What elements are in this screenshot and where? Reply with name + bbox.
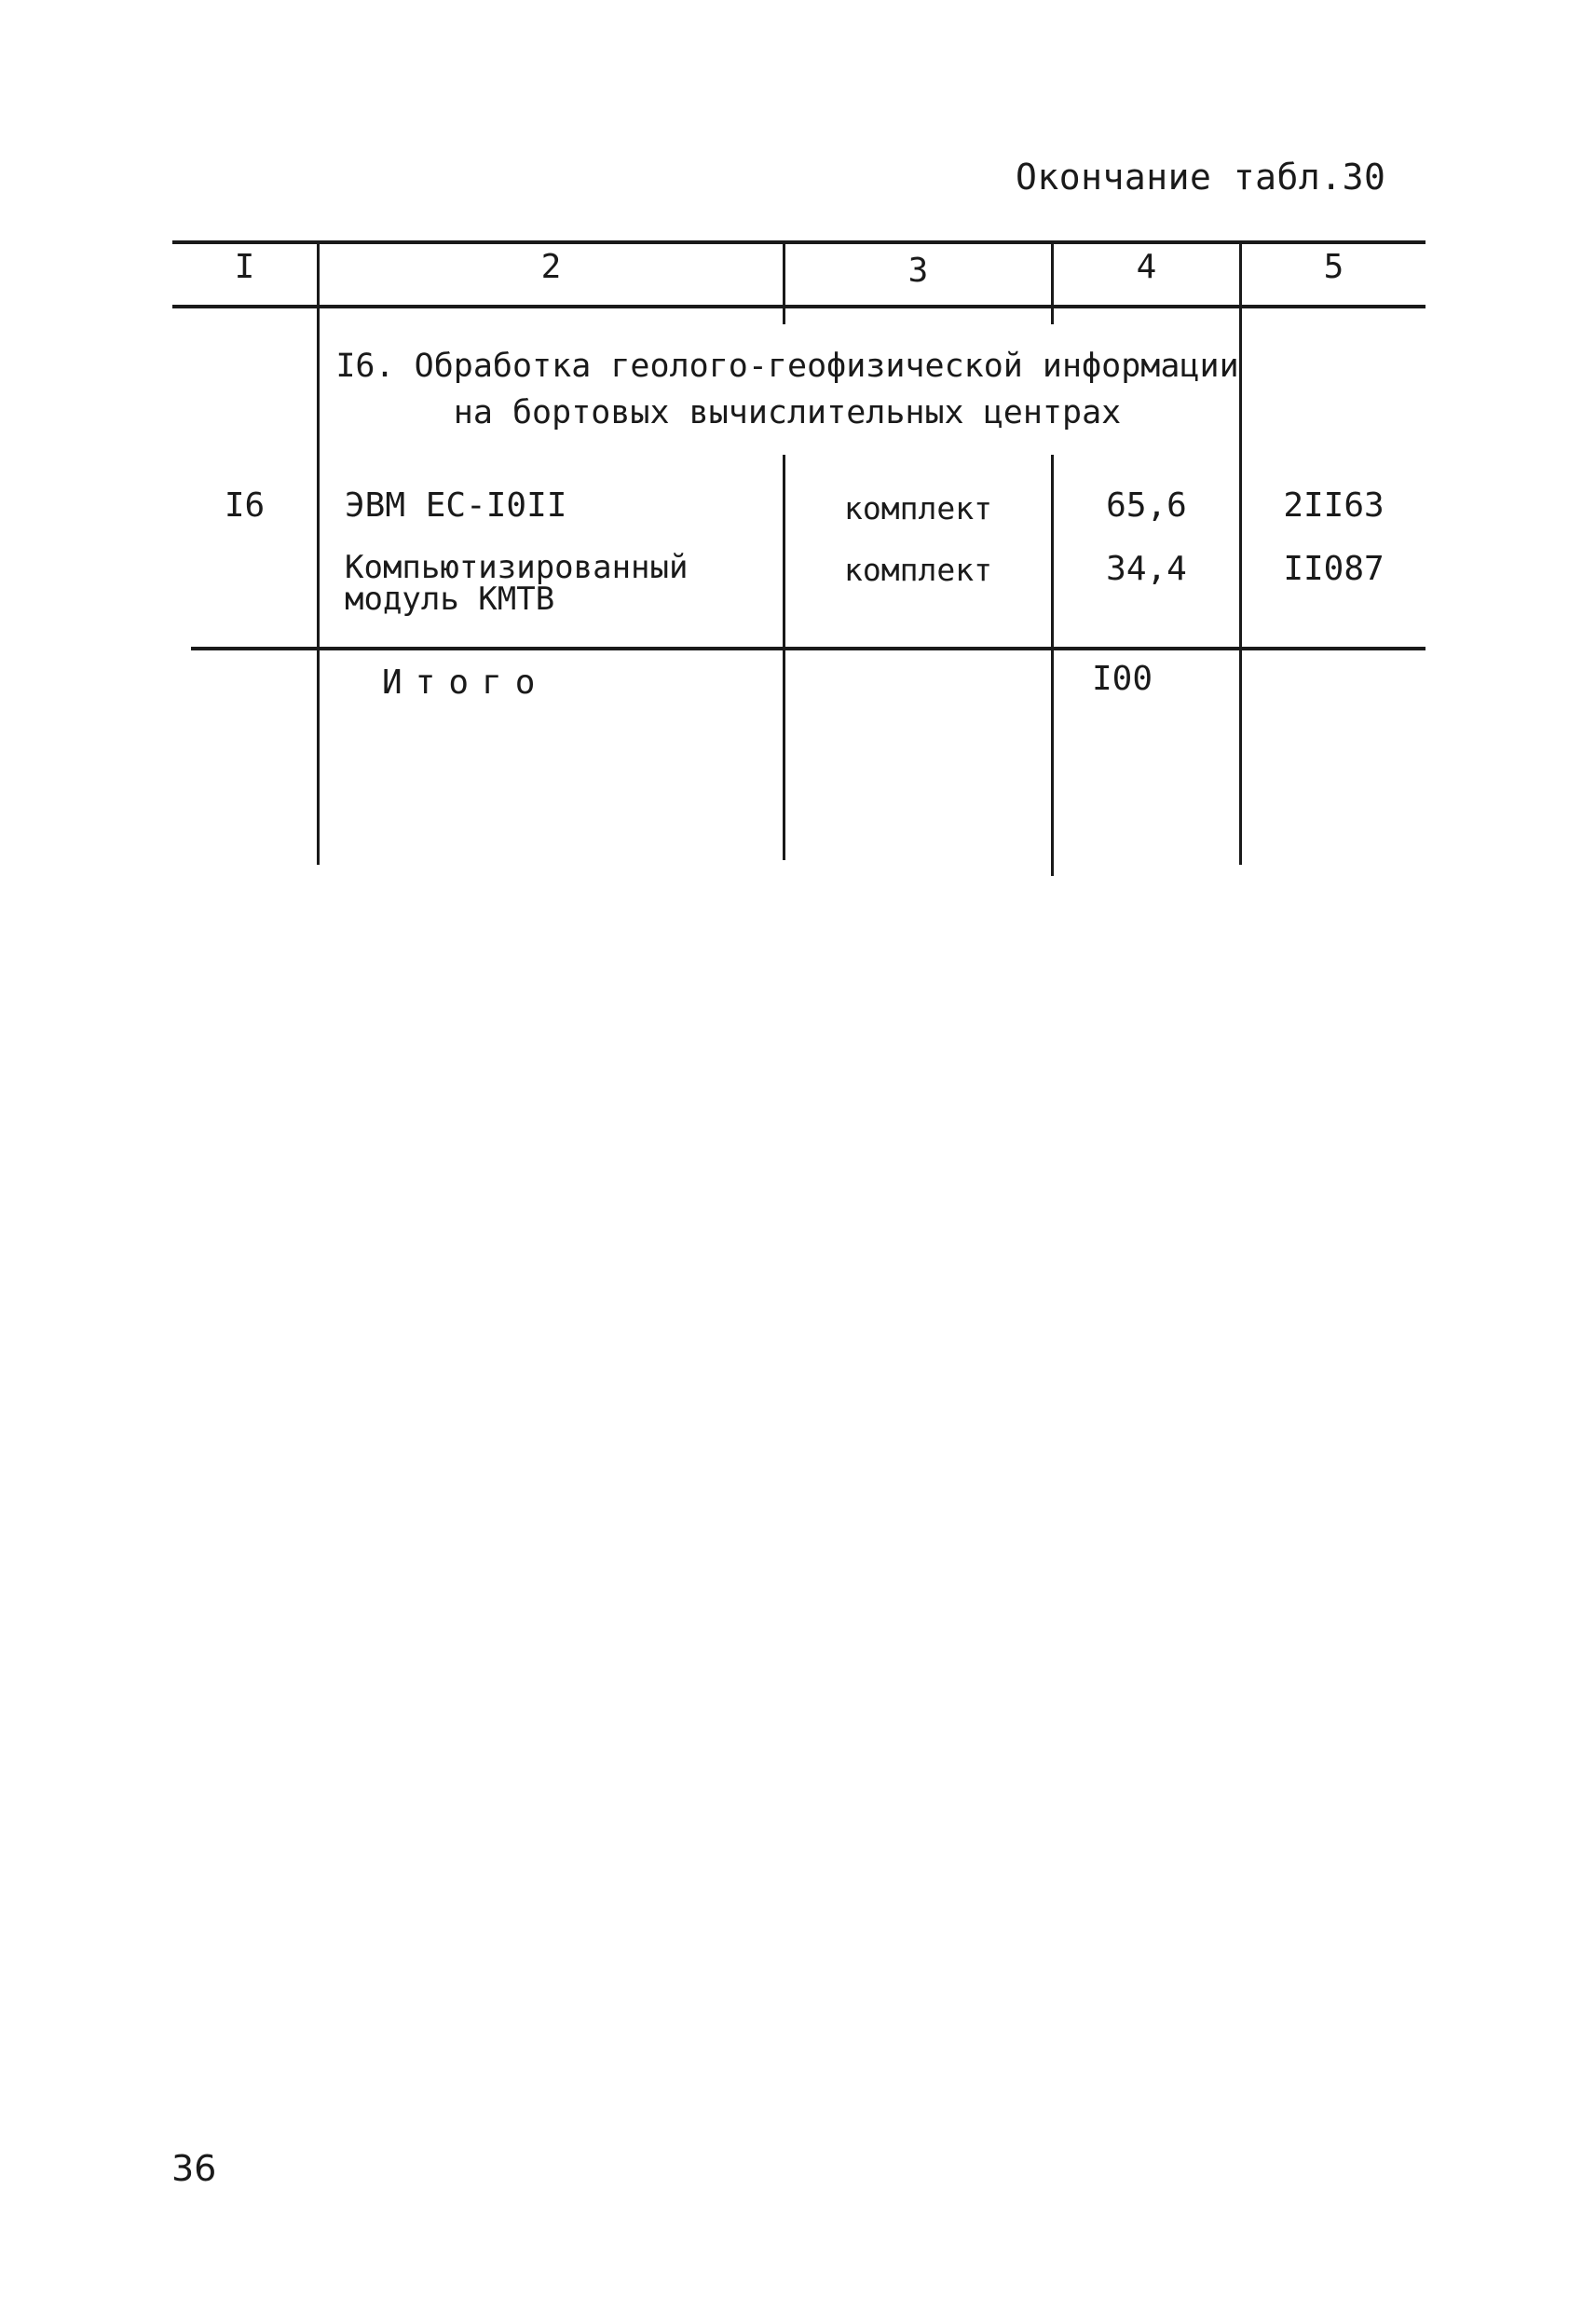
row-1-value: 65,6 [1106,486,1187,525]
table-top-rule [172,240,1425,244]
total-label: Итого [382,664,549,702]
section-heading [326,343,1248,436]
section-heading-line-2: на бортовых вычислительных центрах [453,394,1122,431]
row-1-col-1: I6 [224,486,266,525]
table-header-rule [172,305,1425,308]
header-col-4: 4 [1136,248,1157,286]
column-divider-1 [317,240,320,865]
table-caption: Окончание табл.30 [1016,157,1386,198]
header-col-3: 3 [907,252,929,290]
row-2-value: 34,4 [1106,550,1187,588]
section-heading-line-1: I6. Обработка геолого-геофизической информации [335,348,1239,385]
page-number: 36 [171,2148,217,2189]
header-col-2: 2 [540,248,562,286]
row-1-name: ЭВМ ЕС-I0II [345,486,567,525]
row-1-unit: комплект [844,490,992,527]
header-col-1: I [234,248,255,286]
row-1-amount: 2II63 [1283,486,1385,525]
row-2-amount: II087 [1283,550,1385,588]
total-value: I00 [1092,660,1153,698]
row-2-unit: комплект [844,552,992,588]
header-col-5: 5 [1323,248,1344,286]
row-2-name: Компьютизированный модуль КМТВ [345,549,689,618]
